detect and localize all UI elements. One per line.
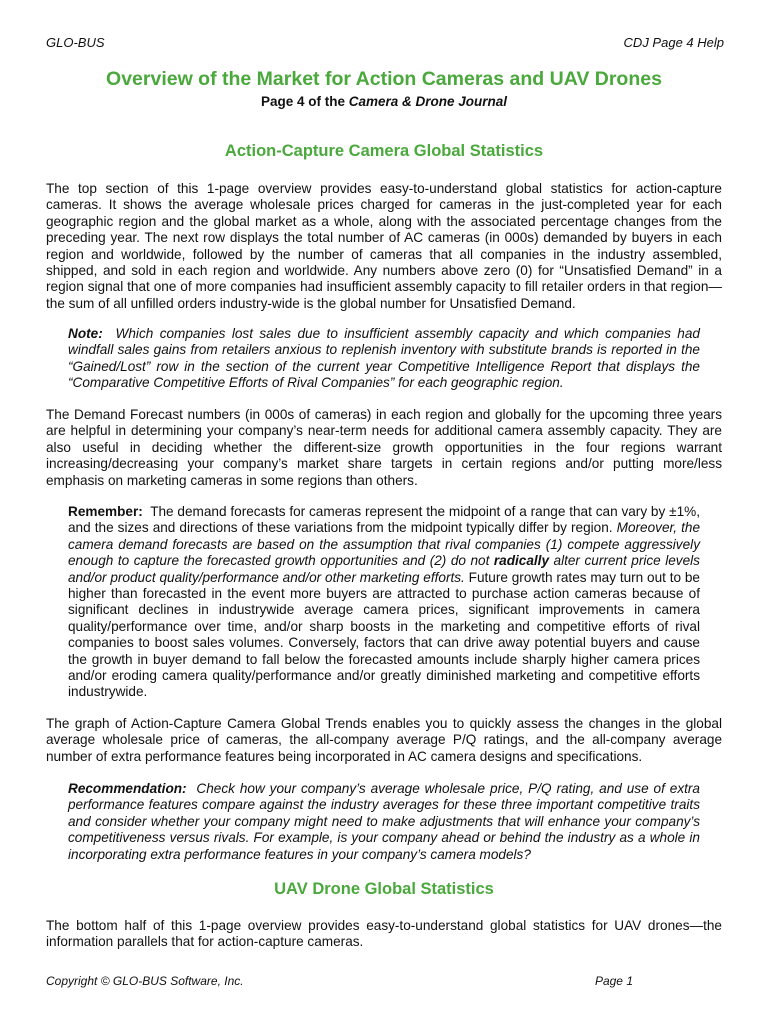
footer-page-number: Page 1 <box>594 974 633 988</box>
footer-copyright: Copyright © GLO-BUS Software, Inc. <box>46 974 244 988</box>
subtitle-prefix: Page 4 of the <box>260 94 349 109</box>
header-left: GLO-BUS <box>46 35 105 50</box>
recommendation-label: Recommendation: <box>68 781 187 796</box>
ac-paragraph-3: The graph of Action-Capture Camera Global Trends enables you to quickly assess the changes in the global average wholesale price of cameras, the all-company average P/Q ratings, and the all-company average number of extra performance features being incorporated in AC camera designs and specifications. <box>46 716 722 764</box>
remember-text-1: The demand forecasts for cameras represent the midpoint of a range that can vary by ±1%, and the sizes and directions of these variations from the midpoint typically differ by region. <box>68 504 700 536</box>
ac-paragraph-2: The Demand Forecast numbers (in 000s of cameras) in each region and globally for the upcoming three years are helpful in determining your company’s near-term needs for additional camera assembly capacity. They are also useful in deciding whether the different-size growth opportunities in the four regions warrant increasing/decreasing your company’s market share targets in certain regions and/or putting more/less emphasis on marketing cameras in some regions than others. <box>46 407 722 488</box>
page-subtitle <box>0 94 768 109</box>
note-label: Note: <box>68 326 103 341</box>
note-text: Which companies lost sales due to insufficient assembly capacity and which companies had windfall sales gains from retailers anxious to replenish inventory with substitute brands is reported in the “Gained/Lost” row in the section of the current year Competitive Intelligence Report that displays the “Comparative Competitive Efforts of Rival Companies” for each geographic region. <box>68 326 700 391</box>
header-right: CDJ Page 4 Help <box>623 35 724 50</box>
recommendation-text: Check how your company’s average wholesale price, P/Q rating, and use of extra performance features compare against the industry averages for these three important competitive traits and consider whether your company might need to make adjustments that will enhance your company’s competitiveness versus rivals. For example, is your company ahead or behind the industry as a whole in incorporating extra performance features in your company’s camera models? <box>68 781 700 862</box>
remember-italic-1: Moreover, the camera demand forecasts are based on the assumption that rival companies (1) compete aggressively enough to capture the forecasted growth opportunities and (2) do not <box>68 520 701 569</box>
ac-note <box>68 326 700 392</box>
page-title: Overview of the Market for Action Cameras and UAV Drones <box>106 68 662 90</box>
remember-text-2: Future growth rates may turn out to be higher than forecasted in the event more buyers are attracted to purchase action cameras because of significant declines in industrywide average camera prices, significant improvements in camera quality/performance over time, and/or sharp boosts in the marketing and competitive efforts of rival companies to boost sales volumes. Conversely, factors that can drive away potential buyers and cause the growth in buyer demand to fall below the forecasted amounts include sharply higher camera prices and/or eroding camera quality/performance and/or greatly diminished marketing and competitive efforts industrywide. <box>68 569 700 700</box>
ac-paragraph-1: The top section of this 1-page overview provides easy-to-understand global statistics for action-capture cameras. It shows the average wholesale prices charged for cameras in the just-completed year for each geographic region and the global market as a whole, along with the associated percentage changes from the preceding year. The next row displays the total number of AC cameras (in 000s) demanded by buyers in each region and worldwide, followed by the number of cameras that all companies in the industry assembled, shipped, and sold in each region and worldwide. Any numbers above zero (0) for “Unsatisfied Demand” in a region signal that one of more companies had insufficient assembly capacity to fill retailer orders in that region—the sum of all unfilled orders industry-wide is the global number for Unsatisfied Demand. <box>46 181 722 311</box>
section-heading-uav-drone: UAV Drone Global Statistics <box>274 880 494 898</box>
ac-recommendation <box>68 781 700 863</box>
remember-label: Remember: <box>68 504 143 519</box>
remember-bold-italic: radically <box>493 553 550 569</box>
uav-paragraph: The bottom half of this 1-page overview provides easy-to-understand global statistics for UAV drones—the information parallels that for action-capture cameras. <box>46 918 722 950</box>
remember-italic-2: alter current price levels and/or product quality/performance and/or other marketing efforts. <box>68 553 700 585</box>
subtitle-journal: Camera & Drone Journal <box>348 94 508 109</box>
ac-remember <box>68 504 700 701</box>
section-heading-action-camera: Action-Capture Camera Global Statistics <box>224 142 544 160</box>
